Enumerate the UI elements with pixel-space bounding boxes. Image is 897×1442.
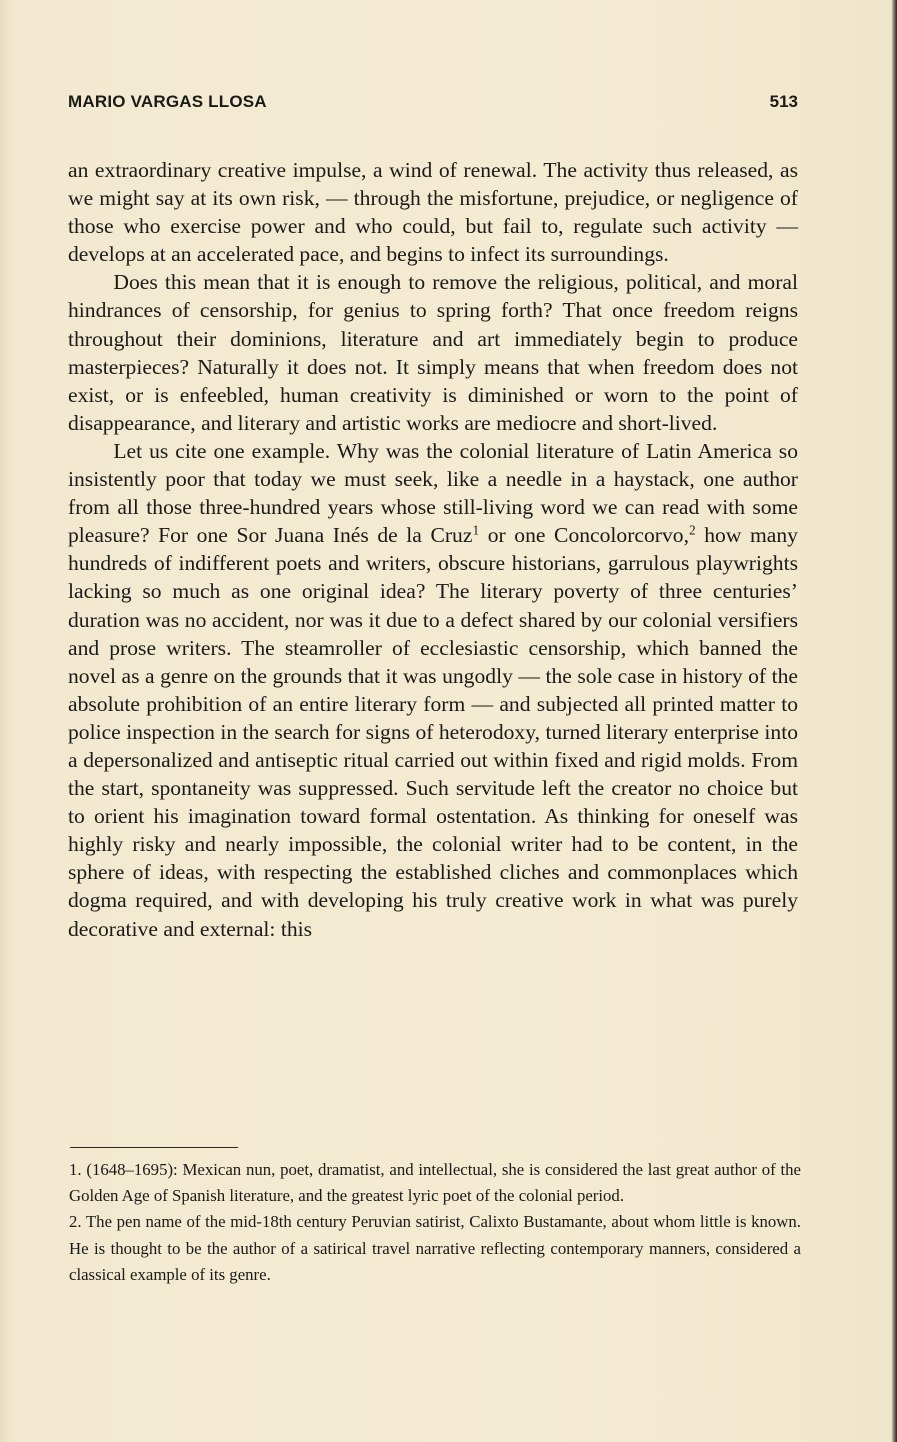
page-edge-shadow: [891, 0, 897, 1442]
paragraph-text: or one Concolorcorvo,: [479, 523, 689, 548]
footnote: 2. The pen name of the mid-18th century Peruvian satirist, Calixto Bustamante, about whom little is known. He is thought to be the author of a satirical travel narrative reflecting contemporary manners, considered a classical example of its genre.: [69, 1212, 801, 1284]
paragraph-text: Let us cite one example. Why was the colonial literature of Latin America so insistently poor that today we must seek, like a needle in a haystack, one author from all those three-hundred years whose still-living word we can read with some pleasure? For one Sor Juana Inés de la Cruz: [68, 438, 798, 548]
footnote-reference: 2: [688, 522, 696, 538]
body-text: [68, 156, 798, 943]
paragraph: [68, 437, 798, 943]
paragraph-text: an extraordinary creative impulse, a wind of renewal. The activity thus released, as we might say at its own risk, — through the misfortune, prejudice, or negligence of those who exercise power and who could, but fail to, regulate such activity — develops at an accelerated pace, and begins to infect its surroundings.: [68, 158, 798, 267]
running-header: [68, 92, 798, 118]
footnote-separator-rule: [70, 1147, 238, 1148]
paragraph-text: Does this mean that it is enough to remove the religious, political, and moral hindrances of censorship, for genius to spring forth? That once freedom reigns throughout their dominions, literature and art immediately begin to produce masterpieces? Naturally it does not. It simply means that when freedom does not exist, or is enfeebled, human creativity is diminished or worn to the point of disappearance, and literary and artistic works are mediocre and short-lived.: [68, 270, 798, 435]
page-number: 513: [769, 92, 798, 111]
footnotes: [69, 1157, 801, 1288]
paragraph: [68, 156, 798, 268]
paragraph-text: how many hundreds of indifferent poets and writers, obscure historians, garrulous playwrights lacking so much as one original idea? The literary poverty of three centuries’ duration was no accident, nor was it due to a defect shared by our colonial versifiers and prose writers. The steamroller of ecclesiastic censorship, which banned the novel as a genre on the grounds that it was ungodly — the sole case in history of the absolute prohibition of an entire literary form — and subjected all printed matter to police inspection in the search for signs of heterodoxy, turned literary enterprise into a depersonalized and antiseptic ritual carried out within fixed and rigid molds. From the start, spontaneity was suppressed. Such servitude left the creator no choice but to orient his imagination toward formal ostentation. As thinking for oneself was highly risky and nearly impossible, the colonial writer had to be content, in the sphere of ideas, with respecting the established cliches and commonplaces which dogma required, and with developing his truly creative work in what was purely decorative and external: this: [68, 523, 798, 941]
running-head-author: MARIO VARGAS LLOSA: [68, 92, 267, 111]
footnote: 1. (1648–1695): Mexican nun, poet, dramatist, and intellectual, she is considered the last great author of the Golden Age of Spanish literature, and the greatest lyric poet of the colonial period.: [69, 1160, 801, 1206]
footnote-reference: 1: [472, 522, 480, 538]
paragraph: [68, 268, 798, 437]
